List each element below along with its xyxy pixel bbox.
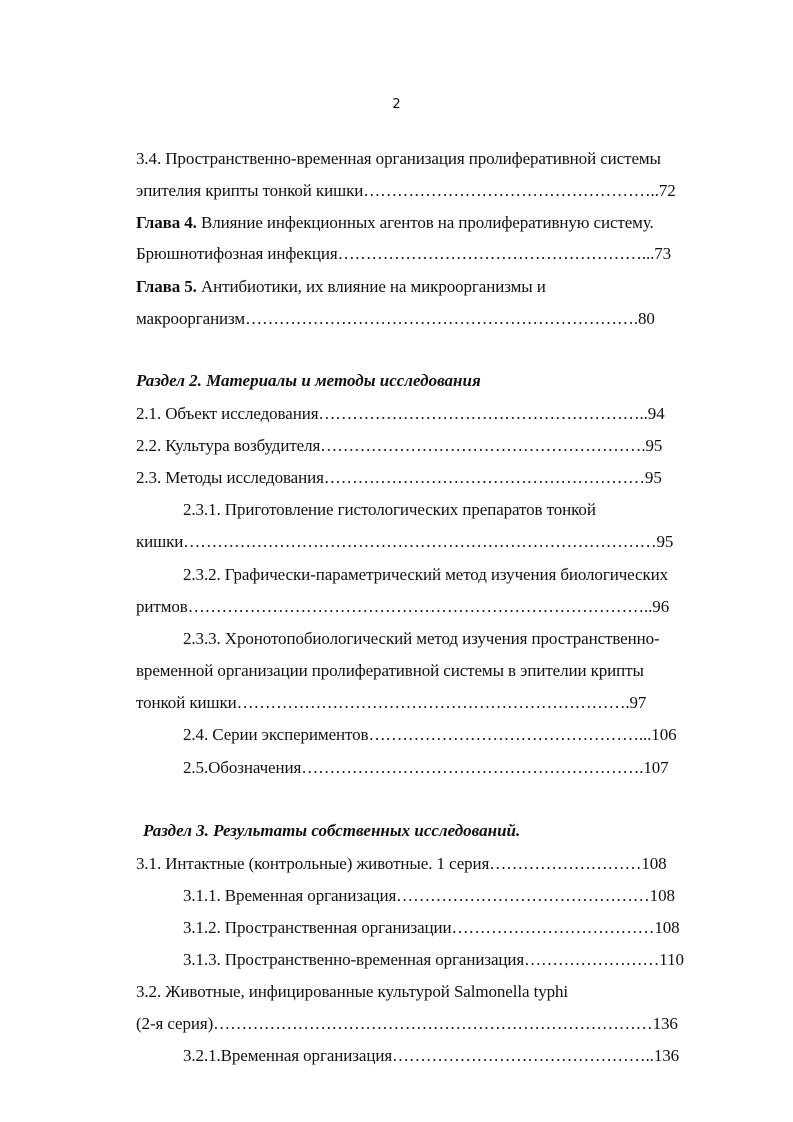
toc-entry-3-4-cont: эпителия крипты тонкой кишки……………………………………………..72 bbox=[136, 181, 676, 200]
toc-entry-2-3-3: 2.3.3. Хронотопобиологический метод изучения пространственно- bbox=[183, 629, 660, 648]
toc-entry-3-1-1: 3.1.1. Временная организация………………………………………108 bbox=[183, 886, 675, 905]
toc-entry-3-4: 3.4. Пространственно-временная организация пролиферативной системы bbox=[136, 149, 661, 168]
toc-entry-2-3-2-cont: ритмов………………………………………………………………………..96 bbox=[136, 597, 670, 616]
toc-entry-2-3: 2.3. Методы исследования…………………………………………………95 bbox=[136, 468, 662, 487]
chapter-5-label: Глава 5. bbox=[136, 277, 197, 296]
toc-entry-2-3-3-cont: временной организации пролиферативной системы в эпителии крипты bbox=[136, 661, 644, 680]
toc-entry-chapter-5-cont: макроорганизм…………………………………………………………….80 bbox=[136, 309, 655, 328]
chapter-4-label: Глава 4. bbox=[136, 213, 197, 232]
toc-entry-2-3-3-cont2: тонкой кишки…………………………………………………………….97 bbox=[136, 693, 647, 712]
toc-entry-chapter-4 bbox=[136, 212, 654, 234]
page-number: 2 bbox=[392, 97, 401, 112]
toc-entry-2-2: 2.2. Культура возбудителя………………………………………………….95 bbox=[136, 436, 663, 455]
toc-entry-2-3-1: 2.3.1. Приготовление гистологических препаратов тонкой bbox=[183, 500, 596, 519]
toc-entry-2-1: 2.1. Объект исследования…………………………………………………..94 bbox=[136, 404, 665, 423]
toc-entry-3-2-cont: (2-я серия)……………………………………………………………………136 bbox=[136, 1014, 678, 1033]
toc-entry-3-1: 3.1. Интактные (контрольные) животные. 1 серия………………………108 bbox=[136, 854, 667, 873]
section-3-heading: Раздел 3. Результаты собственных исследований. bbox=[143, 821, 521, 840]
toc-entry-2-5: 2.5.Обозначения…………………………………………………….107 bbox=[183, 758, 669, 777]
toc-entry-chapter-4-cont: Брюшнотифозная инфекция………………………………………………...73 bbox=[136, 244, 672, 263]
toc-entry-3-2: 3.2. Животные, инфицированные культурой Salmonella typhi bbox=[136, 982, 569, 1001]
toc-entry-2-4: 2.4. Серии экспериментов…………………………………………...106 bbox=[183, 725, 677, 744]
section-2-heading: Раздел 2. Материалы и методы исследования bbox=[136, 371, 481, 390]
toc-entry-3-1-2: 3.1.2. Пространственная организации………………………………108 bbox=[183, 918, 680, 937]
toc-entry-3-1-3: 3.1.3. Пространственно-временная организация……………………110 bbox=[183, 950, 684, 969]
chapter-4-title: Влияние инфекционных агентов на пролиферативную систему. bbox=[196, 213, 654, 232]
chapter-5-title: Антибиотики, их влияние на микроорганизмы и bbox=[196, 277, 546, 296]
toc-entry-2-3-1-cont: кишки…………………………………………………………………………95 bbox=[136, 532, 674, 551]
toc-entry-chapter-5 bbox=[136, 276, 546, 298]
toc-entry-2-3-2: 2.3.2. Графически-параметрический метод изучения биологических bbox=[183, 565, 669, 584]
toc-entry-3-2-1: 3.2.1.Временная организация………………………………………..136 bbox=[183, 1046, 680, 1065]
